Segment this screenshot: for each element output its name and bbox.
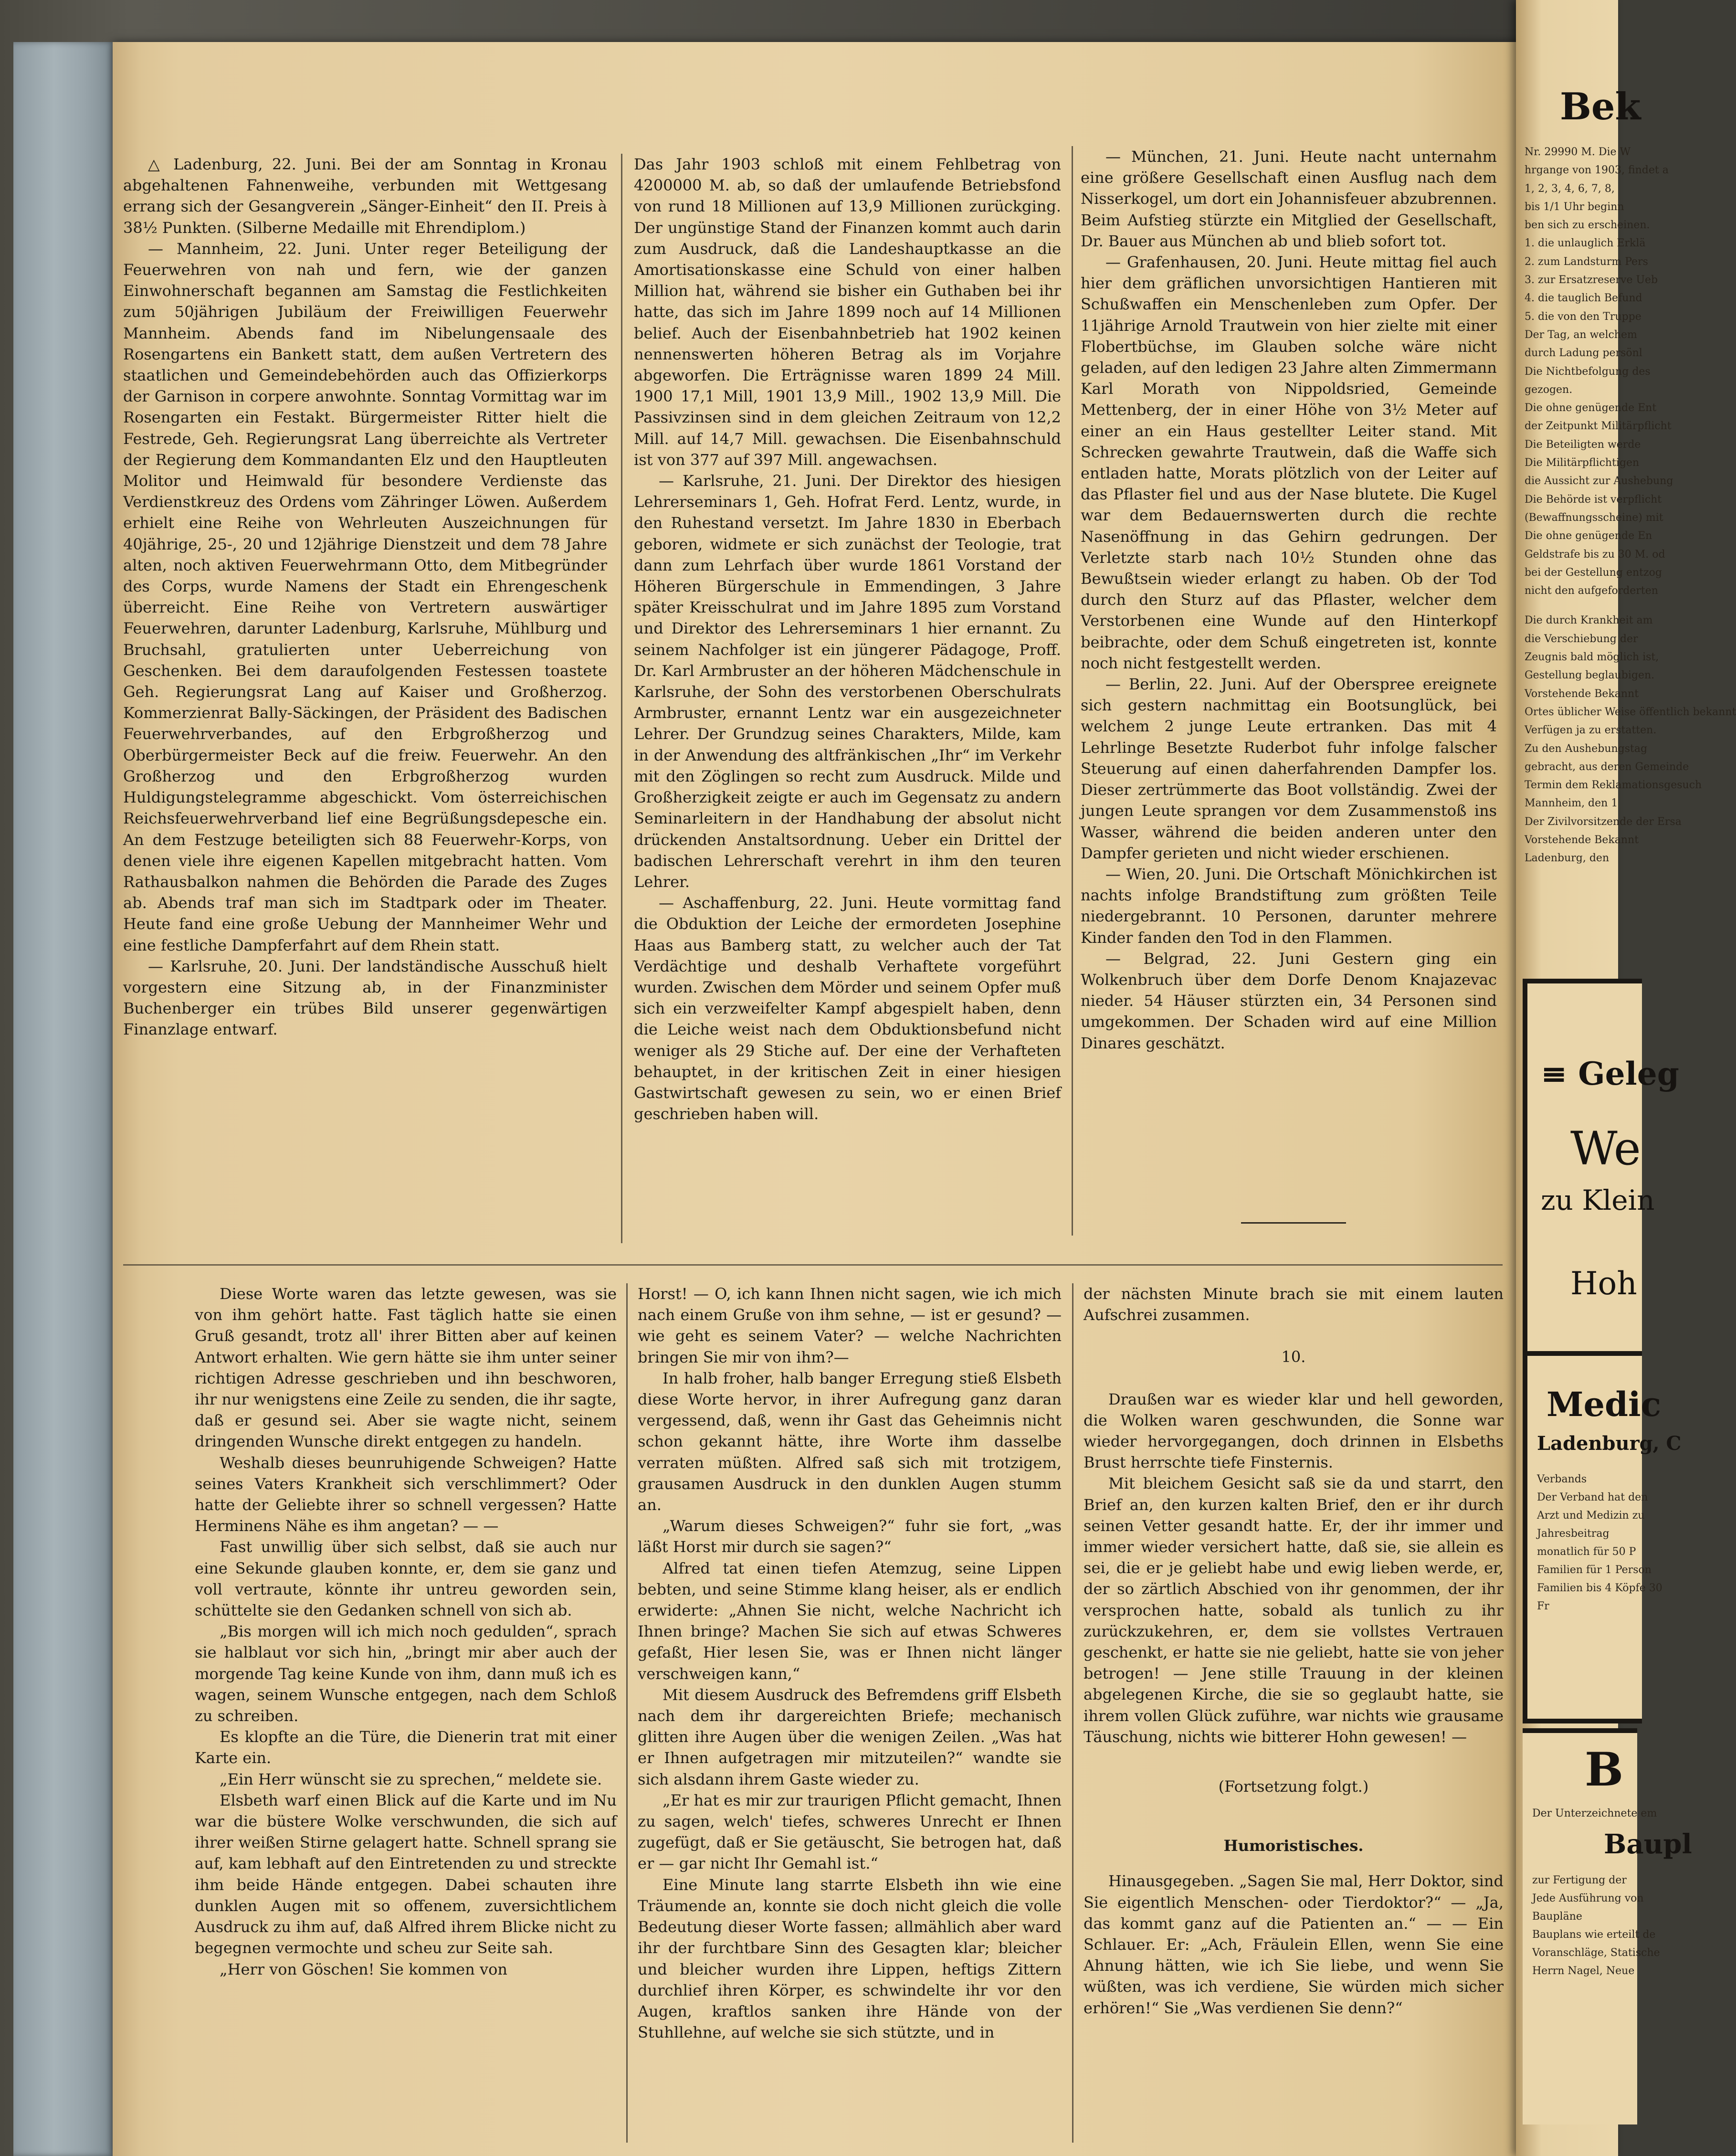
news-column-1 (123, 154, 607, 1243)
column-rule (1072, 1283, 1073, 2143)
notice-line: Ortes üblicher Weise öffentlich bekannt (1525, 706, 1736, 718)
news-item-aschaffenburg: — Aschaffenburg, 22. Juni. Heute vormittag fand die Obduktion der Leiche der ermordeten Josephine Haas aus Bamberg statt, zu welcher auch der Tat Verdächtige und deshalb Verhaftete vorgeführt wurden. Zwischen dem Mörder und seinem Opfer muß sich ein verzweifelter Kampf abgespielt haben, denn die Leiche weist nach dem Obduktionsbefund nicht weniger als 29 Stiche auf. Der eine der Verhafteten behauptet, in der kritischen Zeit in einer hiesigen Gastwirtschaft gewesen zu sein, wo er einen Brief geschrieben haben will. (634, 894, 1061, 1123)
notice-line: Die ohne genügende Ent (1525, 402, 1657, 414)
short-separator (1241, 1222, 1346, 1224)
notice-line: die Verschiebung der (1525, 633, 1638, 645)
notice-line: die Aussicht zur Aushebung (1525, 475, 1673, 487)
notice-line: Der Zivilvorsitzende der Ersa (1525, 815, 1682, 828)
ad-text: Hoh (1570, 1265, 1637, 1302)
notice-line: 4. die tauglich Befund (1525, 292, 1642, 305)
notice-line: Gestellung beglaubigen. (1525, 669, 1655, 682)
news-item-karlsruhe-finance-continued: Das Jahr 1903 schloß mit einem Fehlbetrag von 4200000 M. ab, so daß der umlaufende Betriebsfond von rund 18 Millionen auf 13,9 Millionen zurückging. Der ungünstige Stand der Finanzen kommt auch darin zum Ausdruck, daß die Landeshauptkasse an die Amortisationskasse eine Schuld von einer halben Million hat, während sie bisher ein Guthaben bei ihr hatte, das sich im Jahre 1899 noch auf 14 Millionen belief. Auch der Eisenbahnbetrieb hat 1902 keinen nennenswerten höheren Betrag als im Vorjahre abgeworfen. Die Erträgnisse waren 1899 24 Mill. 1900 17,1 Mill, 1901 13,9 Mill., 1902 13,9 Mill. Die Passivzinsen sind in dem gleichen Zeitraum von 12,2 Mill. auf 14,7 Mill. gewachsen. Die Eisenbahnschuld ist von 377 auf 397 Mill. angewachsen. (634, 155, 1061, 469)
story-paragraph: Eine Minute lang starrte Elsbeth ihn wie eine Träumende an, konnte sie doch nicht gleich die volle Bedeutung dieser Worte fassen; allmählich aber ward ihr der furchtbare Sinn des Gesagten klar; bleicher und bleicher wurden ihre Lippen, heftigs Zittern durchlief ihren Körper, es schwindelte ihr vor den Augen, kraftlos sanken ihre Hände von der Stuhllehne, auf welche sie sich stützte, und in (638, 1875, 1062, 2042)
story-paragraph: „Bis morgen will ich mich noch gedulden“, sprach sie halblaut vor sich hin, „bringt mir aber auch der morgende Tag keine Kunde von ihm, dann muß ich es wagen, seinem Wunsche entgegen, nach dem Schloß zu schreiben. (195, 1622, 617, 1725)
feuilleton-column-1 (195, 1283, 617, 2152)
news-item-karlsruhe-seminar: — Karlsruhe, 21. Juni. Der Direktor des hiesigen Lehrerseminars 1, Geh. Hofrat Ferd. Lentz, wurde, in den Ruhestand versetzt. Im Jahre 1830 in Eberbach geboren, widmete er sich zunächst der Teologie, trat dann zum Lehrfach über wurde 1861 Vorstand der Höheren Bürgerschule in Emmendingen, 3 Jahre später Kreisschulrat und im Jahre 1895 zum Vorstand und Direktor des Lehrerseminars 1 hier ernannt. Zu seinem Nachfolger ist ein jüngerer Pädagoge, Proff. Dr. Karl Armbruster an der höheren Mädchenschule in Karlsruhe, der Sohn des verstorbenen Oberschulrats Armbruster, ernannt Lentz war ein ausgezeichneter Lehrer. Der Grundzug seines Charakters, Milde, kam in der Anwendung des altfränkischen „Ihr“ im Verkehr mit den Zöglingen so recht zum Ausdruck. Milde und Großherzigkeit zeigte er auch im Gegensatz zu andern Seminarleitern in der Handhabung der absolut nicht drückenden Anstaltsordnung. Ueber ein Drittel der badischen Lehrerschaft verehrt in ihm den teuren Lehrer. (634, 472, 1061, 891)
notice-line: durch Ladung persönl (1525, 347, 1642, 359)
humor-text: Hinausgegeben. „Sagen Sie mal, Herr Doktor, sind Sie eigentlich Menschen- oder Tierdoktor?“ — „Ja, das kommt ganz auf die Patienten an.“ — — Ein Schlauer. Er: „Ach, Fräulein Ellen, wenn Sie eine Ahnung hätten, wie ich Sie liebe, und wenn Sie wüßten, was ich verdiene, Sie würden mich sicher erhören!“ Sie „Was verdienen Sie denn?“ (1084, 1872, 1504, 2017)
ad-line: Familien für 1 Person (1537, 1564, 1652, 1576)
notice-line: nicht den aufgeforderten (1525, 585, 1658, 597)
chapter-number: 10. (1281, 1348, 1306, 1366)
story-paragraph: Alfred tat einen tiefen Atemzug, seine Lippen bebten, und seine Stimme klang heiser, als er endlich erwiderte: „Ahnen Sie nicht, welche Nachricht ich Ihnen bringe? Machen Sie sich auf etwas Schweres gefaßt, Hier lesen Sie, was er Ihnen nicht länger verschweigen kann,“ (638, 1559, 1062, 1683)
ad-text: Ladenburg, C (1537, 1432, 1682, 1455)
notice-line: Der Tag, an welchem (1525, 328, 1637, 341)
column-rule (1072, 146, 1073, 1236)
ad-body (1537, 1470, 1662, 1616)
news-column-3 (1081, 146, 1497, 1206)
notice-line: Die Nichtbefolgung des (1525, 365, 1651, 378)
advertisement-box (1523, 1351, 1682, 1723)
news-item-karlsruhe-finance: — Karlsruhe, 20. Juni. Der landständische Ausschuß hielt vorgestern eine Sitzung ab, in der Finanzminister Buchenberger ein trübes Bild unserer gegenwärtigen Finanzlage entwarf. (123, 957, 607, 1039)
notice-line: bei der Gestellung entzog (1525, 566, 1662, 579)
news-item-ladenburg: △ Ladenburg, 22. Juni. Bei der am Sonntag in Kronau abgehaltenen Fahnenweihe, verbunden mit Wettgesang errang sich der Gesangverein „Sänger-Einheit“ den II. Preis à 38½ Punkten. (Silberne Medaille mit Ehrendiplom.) (123, 155, 607, 237)
ad-line: Verbands (1537, 1473, 1587, 1485)
story-paragraph: Fast unwillig über sich selbst, daß sie auch nur eine Sekunde glauben konnte, er, dem sie ganz und voll vertraute, könnte ihr untreu geworden sein, schüttelte sie den Gedanken schnell von sich ab. (195, 1538, 617, 1620)
ad-text: We (1570, 1122, 1641, 1175)
notice-line: Vorstehende Bekannt (1525, 687, 1639, 700)
notice-line: Die Militärpflichtigen (1525, 457, 1640, 469)
notice-line: 3. zur Ersatzreserve Ueb (1525, 274, 1658, 286)
notice-line: 1. die unlauglich Erklä (1525, 237, 1646, 250)
humor-heading: Humoristisches. (1223, 1837, 1364, 1855)
ad-line: Herrn Nagel, Neue (1532, 1965, 1635, 1977)
adjacent-page-title: Bek (1560, 85, 1641, 128)
news-column-2 (634, 154, 1061, 1243)
book-binding-board (13, 42, 116, 2156)
adjacent-page (1516, 0, 1736, 2156)
notice-line: Nr. 29990 M. Die W (1525, 146, 1631, 158)
ad-headline: ≡ Geleg (1541, 1055, 1679, 1092)
story-paragraph: der nächsten Minute brach sie mit einem lauten Aufschrei zusammen. (1084, 1285, 1504, 1324)
ad-body (1532, 1805, 1657, 1823)
notice-line: Vorstehende Bekannt (1525, 834, 1639, 846)
notice-line: 5. die von den Truppe (1525, 310, 1641, 323)
story-paragraph: „Warum dieses Schweigen?“ fuhr sie fort, „was läßt Horst mir durch sie sagen?“ (638, 1517, 1062, 1556)
notice-line: gebracht, aus deren Gemeinde (1525, 761, 1689, 773)
ad-line: Der Unterzeichnete em (1532, 1807, 1657, 1819)
story-paragraph: Mit diesem Ausdruck des Befremdens griff Elsbeth nach dem ihr dargereichten Briefe; mechanisch glitten ihre Augen über die wenigen Zeilen. „Was hat er Ihnen aufgetragen mir mitzuteilen?“ wandte sie sich alsdann ihrem Gaste wieder zu. (638, 1685, 1062, 1788)
notice-line: Zu den Aushebungstag (1525, 742, 1648, 755)
story-paragraph: Mit bleichem Gesicht saß sie da und starrt, den Brief an, den kurzen kalten Brief, den er ihr durch seinen Vetter gesandt hatte. Er, der ihr immer und immer wieder versichert hatte, daß sie, sie allein es sei, die er je geliebt habe und ewig lieben werde, er, der so zärtlich Abschied von ihr genommen, der ihr versprochen hatte, sobald als tunlich zu ihr zurückzukehren, er, dem sie vollstes Vertrauen geschenkt, er hatte sie nie geliebt, hatte sie von jeher betrogen! — Jene stille Trauung in der kleinen abgelegenen Kirche, die sie so geglaubt hatte, sie ihrem vollen Glück zuführe, war nichts wie grausame Täuschung, nichts wie bitterer Hohn gewesen! — (1084, 1474, 1504, 1746)
ad-line: Voranschläge, Statische (1532, 1947, 1660, 1959)
story-paragraph: „Herr von Göschen! Sie kommen von (220, 1960, 507, 1978)
continued-note: (Fortsetzung folgt.) (1218, 1777, 1369, 1796)
story-paragraph: Draußen war es wieder klar und hell geworden, die Wolken waren geschwunden, die Sonne war wieder hervorgegangen, doch drinnen in Elsbeths Brust herrschte tiefe Finsternis. (1084, 1390, 1504, 1472)
notice-line: Termin dem Reklamationsgesuch (1525, 779, 1702, 792)
ad-line: Der Verband hat den (1537, 1491, 1648, 1503)
ad-text: zu Klein (1541, 1184, 1655, 1216)
notice-line: ben sich zu erscheinen. (1525, 219, 1650, 232)
news-item-mannheim: — Mannheim, 22. Juni. Unter reger Beteiligung der Feuerwehren von nah und fern, wie der ganzen Einwohnerschaft begannen am Samstag die Festlichkeiten zum 50jährigen Jubiläum der Freiwilligen Feuerwehr Mannheim. Abends fand im Nibelungensaale des Rosengartens ein Bankett statt, dem außen Vertretern des staatlichen und Gemeindebehörden auch das Offizierkorps der Garnison in corpere anwohnte. Sonntag Vormittag war im Rosengarten ein Festakt. Bürgermeister Ritter hielt die Festrede, Geh. Regierungsrat Lang überreichte als Vertreter der Regierung dem Kommandanten Elz und den Hauptleuten Molitor und Heimwald für besondere Verdienste das Verdienstkreuz des Ordens vom Zähringer Löwen. Außerdem erhielt eine Reihe von Wehrleuten Auszeichnungen für 40jährige, 25-, 20 und 12jährige Dienstzeit und dem 78 Jahre alten, noch aktiven Feuerwehrmann Otto, dem Mitbegründer des Corps, wurde Namens der Stadt ein Ehrengeschenk überreicht. Eine Reihe von Vertretern auswärtiger Feuerwehren, darunter Ladenburg, Karlsruhe, Mühlburg und Bruchsahl, gratulierten unter Ueberreichung von Geschenken. Bei dem daraufolgenden Festessen toastete Geh. Regierungsrat Lang auf Kaiser und Großherzog. Kommerzienrat Bally-Säckingen, der Präsident des Badischen Feuerwehrverbandes, auf den Erbgroßherzog und Oberbürgermeister Beck auf die freiw. Feuerwehr. An den Großherzog und den Erbgroßherzog wurden Huldigungstelegramme abgeschickt. Vom österreichischen Reichsfeuerwehrverband lief eine Begrüßungsdepesche ein. An dem Festzuge beteiligten sich 88 Feuerwehr-Korps, von denen viele ihre eigenen Kapellen mitgebracht hatten. Vom Rathausbalkon nahmen die Behörden die Parade des Zuges ab. Abends traf man sich im Stadtpark oder im Theater. Heute fand eine große Uebung der Mannheimer Wehr und eine festliche Dampferfahrt auf dem Rhein statt. (123, 239, 607, 954)
ad-line: Jede Ausführung von (1532, 1892, 1644, 1904)
news-item-wien: — Wien, 20. Juni. Die Ortschaft Mönichkirchen ist nachts infolge Brandstiftung zum größten Teile niedergebrannt. 10 Personen, darunter mehrere Kinder fanden den Tod in den Flammen. (1081, 865, 1497, 947)
story-paragraph: Diese Worte waren das letzte gewesen, was sie von ihm gehört hatte. Fast täglich hatte sie einen Gruß gesandt, trotz all' ihrer Bitten aber auf keinen Antwort erhalten. Wie gern hätte sie ihm unter seiner richtigen Adresse geschrieben und ihn beschworen, ihr nur wenigstens eine Zeile zu senden, die ihr sagte, daß er gesund sei. Aber sie wagte nicht, seinem dringenden Wunsche direkt entgegen zu handeln. (195, 1285, 617, 1451)
ad-line: Familien bis 4 Köpfe 30 (1537, 1582, 1662, 1594)
news-item-grafenhausen: — Grafenhausen, 20. Juni. Heute mittag fiel auch hier dem gräflichen unvorsichtigen Hantieren mit Schußwaffen ein Menschenleben zum Opfer. Der 11jährige Arnold Trautwein von hier zielte mit einer Flobertbüchse, im Glauben solche wäre nicht geladen, auf den ledigen 23 Jahre alten Zimmermann Karl Morath von Nippoldsried, Gemeinde Mettenberg, der in einer Höhe von 3½ Meter auf einer an ein Haus gestellter Leiter stand. Mit Schrecken gewahrte Trautwein, daß die Waffe sich entladen hatte, Morats plötzlich von der Leiter auf das Pflaster fiel und aus der Nase blutete. Die Kugel war dem Bedauernswerten durch die rechte Nasenöffnung in das Gehirn gedrungen. Der Verletzte starb nach 10½ Stunden ohne das Bewußtsein wieder erlangt zu haben. Ob der Tod durch den Sturz auf das Pflaster, welcher dem Verstorbenen eine Wunde auf den Hinterkopf beibrachte, oder dem Schuß eingetreten ist, konnte noch nicht festgestellt werden. (1081, 253, 1497, 672)
notice-line: Ladenburg, den (1525, 852, 1610, 865)
ad-body (1532, 1871, 1660, 1980)
feuilleton-divider (123, 1264, 1503, 1266)
ad-headline: B (1585, 1743, 1624, 1797)
feuilleton-column-2 (638, 1283, 1062, 2152)
story-paragraph: Horst! — O, ich kann Ihnen nicht sagen, wie ich mich nach einem Gruße von ihm sehne, — ist er gesund? — wie geht es seinem Vater? — welche Nachrichten bringen Sie mir von ihm?— (638, 1285, 1062, 1366)
ad-line: Arzt und Medizin zu (1537, 1510, 1645, 1522)
story-paragraph: Elsbeth warf einen Blick auf die Karte und im Nu war die büstere Wolke verschwunden, die sich auf ihrer weißen Stirne gelagert hatte. Schnell sprang sie auf, kam lebhaft auf den Eintretenden zu und streckte ihm beide Hände entgegen. Dabei schauten ihre dunklen Augen mit so offenem, zuversichtlichem Ausdruck zu ihm auf, daß Alfred ihrem Blicke nicht zu begegnen vermochte und scheu zur Seite sah. (195, 1791, 617, 1957)
notice-line: Die ohne genügende En (1525, 530, 1652, 542)
ad-line: Fr (1537, 1600, 1549, 1612)
notice-line: hrgange von 1903, findet a (1525, 164, 1669, 177)
story-paragraph: „Ein Herr wünscht sie zu sprechen,“ meldete sie. (220, 1770, 602, 1788)
notice-line: bis 1/1 Uhr beginn (1525, 201, 1624, 213)
feuilleton-column-3 (1084, 1283, 1504, 2152)
ad-text: Baupl (1604, 1828, 1692, 1860)
adjacent-page-notice (1525, 143, 1736, 955)
notice-line: gezogen. (1525, 383, 1573, 396)
ad-line: zur Fertigung der (1532, 1874, 1627, 1886)
notice-line: Geldstrafe bis zu 30 M. od (1525, 548, 1665, 560)
advertisement-box (1523, 1728, 1692, 2124)
story-paragraph: „Er hat es mir zur traurigen Pflicht gemacht, Ihnen zu sagen, welch' tiefes, schweres Unrecht er Ihnen zugefügt, daß er Sie getäuscht, Sie betrogen hat, daß er — gar nicht Ihr Gemahl ist.“ (638, 1791, 1062, 1873)
notice-line: (Bewaffnungsscheine) mit (1525, 511, 1663, 524)
ad-line: monatlich für 50 P (1537, 1546, 1636, 1558)
notice-line: Die Behörde ist verpflicht (1525, 493, 1662, 506)
notice-line: Die durch Krankheit am (1525, 614, 1653, 627)
ad-line: Jahresbeitrag (1537, 1528, 1610, 1540)
news-item-berlin: — Berlin, 22. Juni. Auf der Oberspree ereignete sich gestern nachmittag ein Bootsunglück, bei welchem 2 junge Leute ertranken. Das mit 4 Lehrlinge Besetzte Ruderbot fuhr infolge falscher Steuerung auf einen daherfahrenden Dampfer los. Dieser zertrümmerte das Boot vollständig. Zwei der jungen Leute sprangen vor dem Zusammenstoß ins Wasser, während die beiden anderen unter den Dampfer gerieten und nicht wieder erschienen. (1081, 675, 1497, 862)
ad-line: Bauplans wie erteilt de (1532, 1929, 1656, 1941)
notice-line: Mannheim, den 1 (1525, 797, 1618, 810)
advertisement-box (1523, 979, 1679, 1356)
column-rule (621, 154, 622, 1243)
notice-line: der Zeitpunkt Militärpflicht (1525, 420, 1672, 433)
story-paragraph: In halb froher, halb banger Erregung stieß Elsbeth diese Worte hervor, in ihrer Aufregung ganz daran vergessend, daß, wenn ihr Gast das Geheimnis nicht schon gekannt hätte, ihre Worte ihm dasselbe verraten müßten. Alfred saß sich mit trotzigem, grausamen Ausdruck in den dunklen Augen stumm an. (638, 1369, 1062, 1514)
column-rule (626, 1283, 628, 2143)
story-paragraph: Es klopfte an die Türe, die Dienerin trat mit einer Karte ein. (195, 1728, 617, 1767)
news-item-muenchen: — München, 21. Juni. Heute nacht unternahm eine größere Gesellschaft einen Ausflug nach dem Nisserkogel, um dort ein Johannisfeuer abzubrennen. Beim Aufstieg stürzte ein Mitglied der Gesellschaft, Dr. Bauer aus München ab und blieb sofort tot. (1081, 148, 1497, 250)
notice-line: Zeugnis bald möglich ist, (1525, 651, 1659, 664)
notice-line: 1, 2, 3, 4, 6, 7, 8, (1525, 182, 1615, 195)
news-item-belgrad: — Belgrad, 22. Juni Gestern ging ein Wolkenbruch über dem Dorfe Denom Knajazevac nieder. 54 Häuser stürzten ein, 34 Personen sind umgekommen. Der Schaden wird auf eine Million Dinares geschätzt. (1081, 949, 1497, 1052)
ad-line: Baupläne (1532, 1911, 1582, 1923)
story-paragraph: Weshalb dieses beunruhigende Schweigen? Hatte seines Vaters Krankheit sich verschlimmert? Oder hatte der Geliebte ihrer so schnell vergessen? Hatte Herminens Nähe es ihm angetan? — — (195, 1453, 617, 1535)
notice-line: 2. zum Landsturm Pers (1525, 255, 1648, 268)
notice-line: Die Beteiligten werde (1525, 438, 1641, 451)
notice-line: Verfügen ja zu erstatten. (1525, 724, 1657, 737)
ad-headline: Medic (1547, 1384, 1662, 1424)
